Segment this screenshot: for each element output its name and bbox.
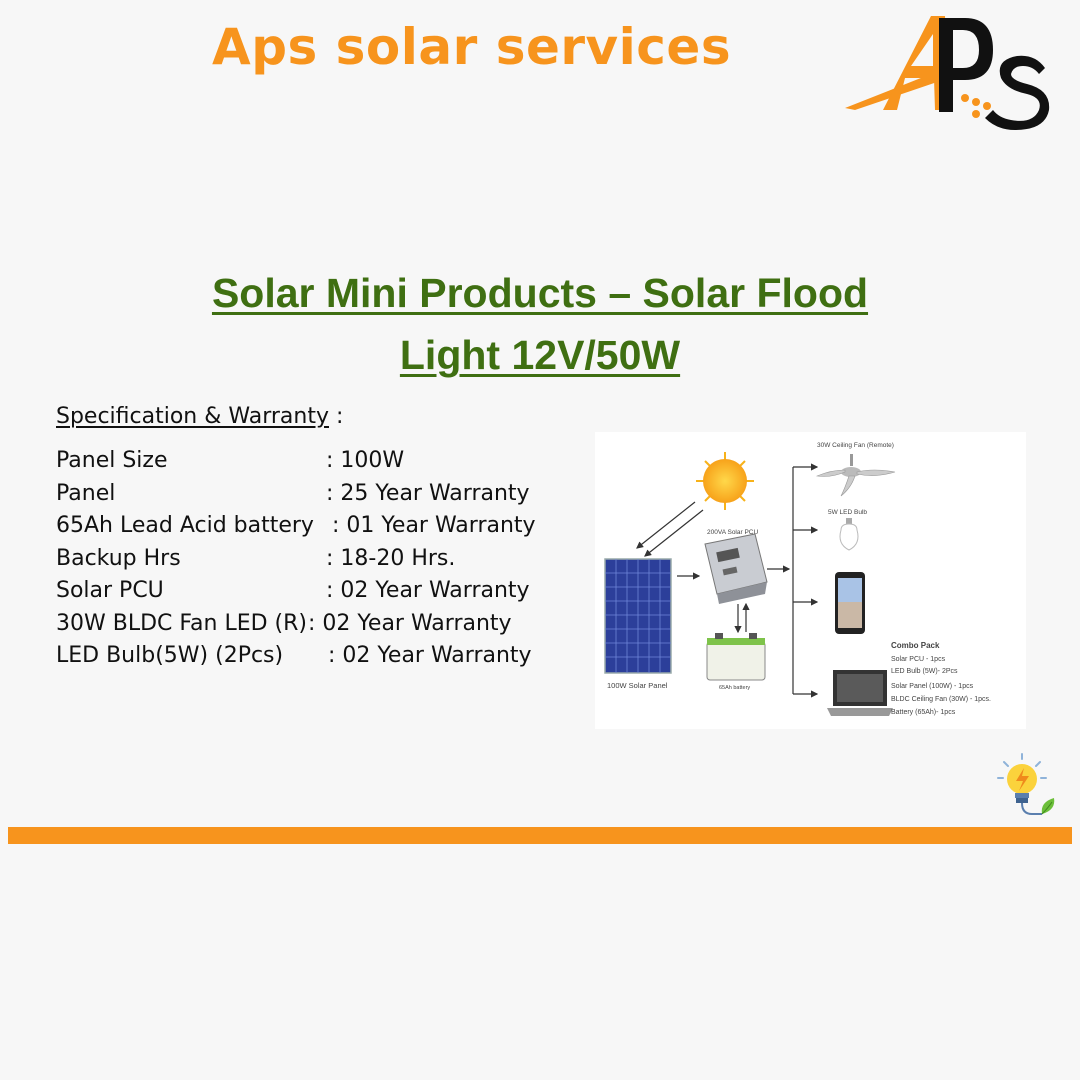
- spec-value: : 18-20 Hrs.: [326, 545, 456, 571]
- spec-value: : 100W: [326, 448, 405, 473]
- spec-row: [56, 610, 512, 644]
- spec-value: : 25 Year Warranty: [326, 480, 530, 506]
- brand-title: Aps solar services: [212, 18, 732, 76]
- product-title-line1: Solar Mini Products – Solar Flood: [211, 270, 869, 316]
- spec-row: [56, 513, 536, 546]
- combo-item: LED Bulb (5W)- 2Pcs: [891, 668, 958, 675]
- spec-row: [56, 643, 532, 676]
- spec-label: Panel: [56, 480, 116, 506]
- combo-item: BLDC Ceiling Fan (30W) - 1pcs.: [891, 696, 991, 703]
- spec-label: 65Ah Lead Acid battery: [56, 513, 314, 538]
- spec-value: : 01 Year Warranty: [332, 513, 536, 538]
- led-bulb-icon: [840, 518, 858, 550]
- pcu-label: 200VA Solar PCU: [707, 529, 759, 536]
- pcu-icon: [705, 534, 767, 604]
- combo-item: Battery (65Ah)- 1pcs: [891, 709, 956, 716]
- spec-label: Solar PCU: [56, 578, 164, 603]
- solar-panel-icon: [605, 559, 671, 673]
- spec-list: [56, 448, 536, 676]
- spec-label: Backup Hrs: [56, 545, 181, 571]
- spec-value: : 02 Year Warranty: [326, 578, 530, 603]
- combo-item: Solar Panel (100W) - 1pcs: [891, 683, 974, 690]
- spec-heading-suffix: :: [329, 404, 344, 429]
- spec-value: : 02 Year Warranty: [308, 610, 512, 636]
- spec-label: LED Bulb(5W) (2Pcs): [56, 643, 284, 668]
- panel-label: 100W Solar Panel: [607, 681, 668, 690]
- spec-row: [56, 578, 530, 611]
- aps-logo: [845, 10, 1050, 130]
- product-title-line2: Light 12V/50W: [399, 332, 681, 378]
- combo-item: Solar PCU - 1pcs: [891, 656, 946, 663]
- footer-accent-bar: [8, 827, 1072, 844]
- spec-row: [56, 545, 456, 579]
- spec-label: 30W BLDC Fan LED (R): [56, 610, 307, 636]
- battery-icon: [707, 633, 765, 680]
- battery-label: 65Ah battery: [719, 685, 751, 691]
- smartphone-icon: [835, 572, 865, 634]
- laptop-icon: [827, 670, 893, 716]
- spec-row: [56, 448, 405, 481]
- solar-system-diagram: [595, 432, 1026, 729]
- spec-row: [56, 480, 530, 514]
- sun-icon: [696, 452, 754, 510]
- combo-title: Combo Pack: [891, 641, 940, 650]
- product-title: [150, 262, 930, 386]
- fan-label: 30W Ceiling Fan (Remote): [817, 442, 894, 449]
- lightbulb-leaf-icon: [996, 752, 1066, 822]
- spec-label: Panel Size: [56, 448, 168, 473]
- spec-value: : 02 Year Warranty: [328, 643, 532, 668]
- spec-heading: [56, 404, 343, 429]
- ceiling-fan-icon: [817, 454, 895, 496]
- spec-heading-text: Specification & Warranty: [56, 404, 329, 429]
- bulb-label: 5W LED Bulb: [828, 509, 868, 516]
